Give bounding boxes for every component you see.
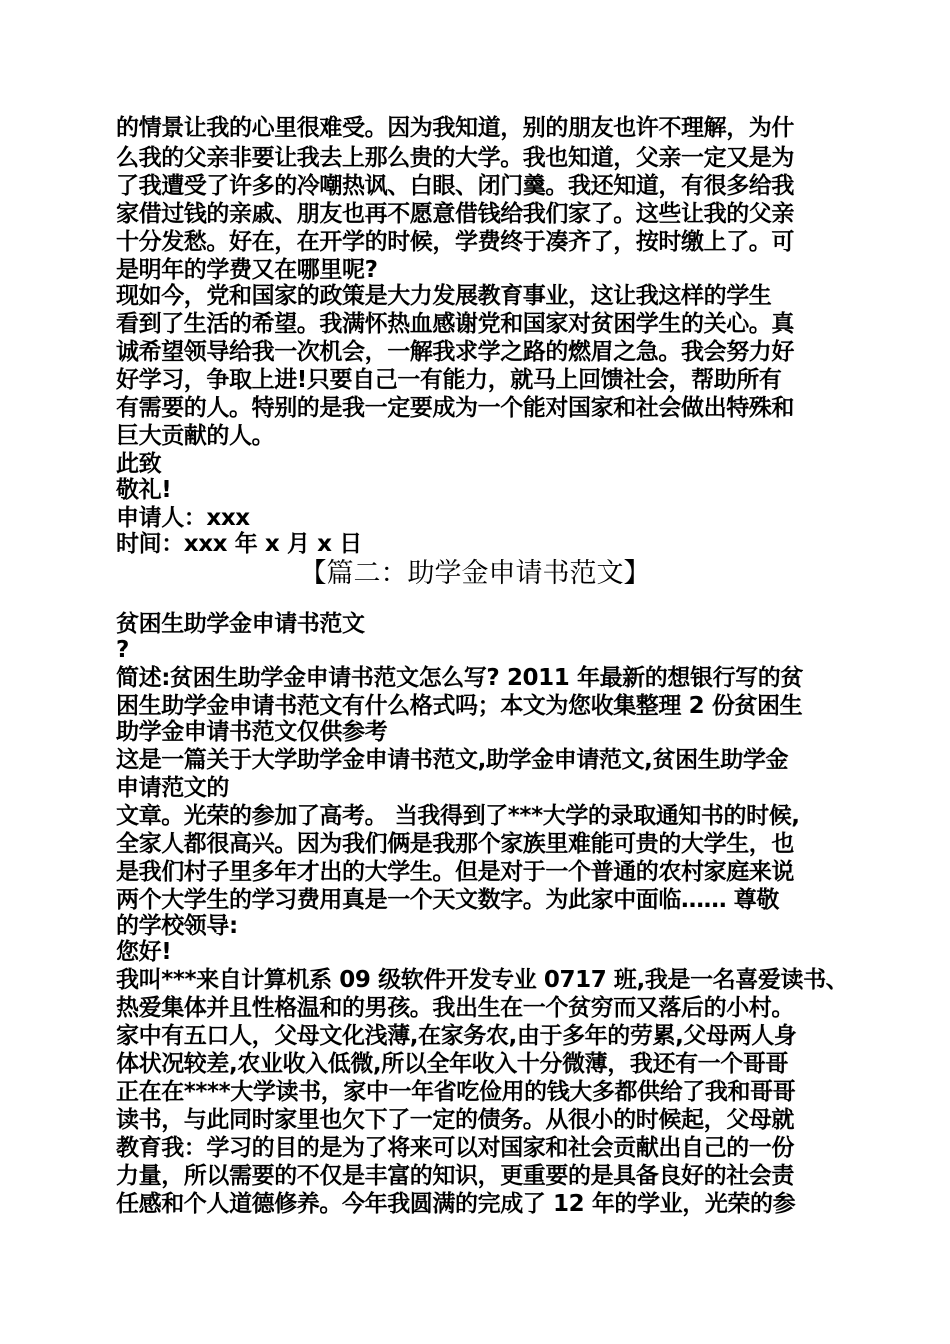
article-title: 贫困生助学金申请书范文 <box>116 611 365 637</box>
paragraph-line: 您好! <box>116 939 172 965</box>
paragraph-line: 体状况较差,农业收入低微,所以全年收入十分微薄，我还有一个哥哥 <box>116 1051 789 1077</box>
paragraph-line: 现如今，党和国家的政策是大力发展教育事业，这让我这样的学生 <box>116 283 772 309</box>
paragraph-line: 十分发愁。好在，在开学的时候，学费终于凑齐了，按时缴上了。可 <box>116 229 795 255</box>
paragraph-line: 助学金申请书范文仅供参考 <box>116 719 388 745</box>
paragraph-line: 了我遭受了许多的冷嘲热讽、白眼、闭门羹。我还知道，有很多给我 <box>116 173 795 199</box>
paragraph-line: 教育我：学习的目的是为了将来可以对国家和社会贡献出自己的一份 <box>116 1135 795 1161</box>
paragraph-line: 家借过钱的亲戚、朋友也再不愿意借钱给我们家了。这些让我的父亲 <box>116 201 795 227</box>
paragraph-line: 文章。光荣的参加了高考。 当我得到了***大学的录取通知书的时候, <box>116 803 800 829</box>
paragraph-line: 申请范文的 <box>116 775 230 801</box>
paragraph-line: 正在在****大学读书，家中一年省吃俭用的钱大多都供给了我和哥哥 <box>116 1079 796 1105</box>
paragraph-line: 好学习，争取上进!只要自己一有能力，就马上回馈社会，帮助所有 <box>116 367 782 393</box>
paragraph-line: 巨大贡献的人。 <box>116 423 275 449</box>
applicant-line: 申请人：xxx <box>116 505 250 531</box>
paragraph-line: 困生助学金申请书范文有什么格式吗；本文为您收集整理 2 份贫困生 <box>116 693 803 719</box>
paragraph-line: 全家人都很高兴。因为我们俩是我那个家族里难能可贵的大学生，也 <box>116 831 795 857</box>
paragraph-line: 是我们村子里多年才出的大学生。但是对于一个普通的农村家庭来说 <box>116 859 795 885</box>
paragraph-line: 诚希望领导给我一次机会，一解我求学之路的燃眉之急。我会努力好 <box>116 339 795 365</box>
paragraph-line: 任感和个人道德修养。今年我圆满的完成了 12 年的学业，光荣的参 <box>116 1191 796 1217</box>
closing-line: 此致 <box>116 451 162 477</box>
paragraph-line: 简述:贫困生助学金申请书范文怎么写? 2011 年最新的想银行写的贫 <box>116 665 803 691</box>
paragraph-line: 力量，所以需要的不仅是丰富的知识，更重要的是具备良好的社会责 <box>116 1163 795 1189</box>
date-line: 时间：xxx 年 x 月 x 日 <box>116 531 362 557</box>
paragraph-line: 读书，与此同时家里也欠下了一定的债务。从很小的时候起，父母就 <box>116 1107 795 1133</box>
paragraph-line: 的情景让我的心里很难受。因为我知道，别的朋友也许不理解，为什 <box>116 115 795 141</box>
section-title: 【篇二：助学金申请书范文】 <box>299 558 651 589</box>
paragraph-line: ? <box>116 637 129 663</box>
paragraph-line: 两个大学生的学习费用真是一个天文数字。为此家中面临…… 尊敬 <box>116 887 780 913</box>
paragraph-line: 是明年的学费又在哪里呢? <box>116 257 378 283</box>
paragraph-line: 我叫***来自计算机系 09 级软件开发专业 0717 班,我是一名喜爱读书、 <box>116 967 849 993</box>
paragraph-line: 的学校领导: <box>116 913 238 939</box>
paragraph-line: 这是一篇关于大学助学金申请书范文,助学金申请范文,贫困生助学金 <box>116 747 789 773</box>
paragraph-line: 有需要的人。特别的是我一定要成为一个能对国家和社会做出特殊和 <box>116 395 795 421</box>
paragraph-line: 家中有五口人，父母文化浅薄,在家务农,由于多年的劳累,父母两人身 <box>116 1023 797 1049</box>
paragraph-line: 看到了生活的希望。我满怀热血感谢党和国家对贫困学生的关心。真 <box>116 311 795 337</box>
closing-line: 敬礼! <box>116 477 172 503</box>
paragraph-line: 热爱集体并且性格温和的男孩。我出生在一个贫穷而又落后的小村。 <box>116 995 795 1021</box>
paragraph-line: 么我的父亲非要让我去上那么贵的大学。我也知道，父亲一定又是为 <box>116 145 795 171</box>
